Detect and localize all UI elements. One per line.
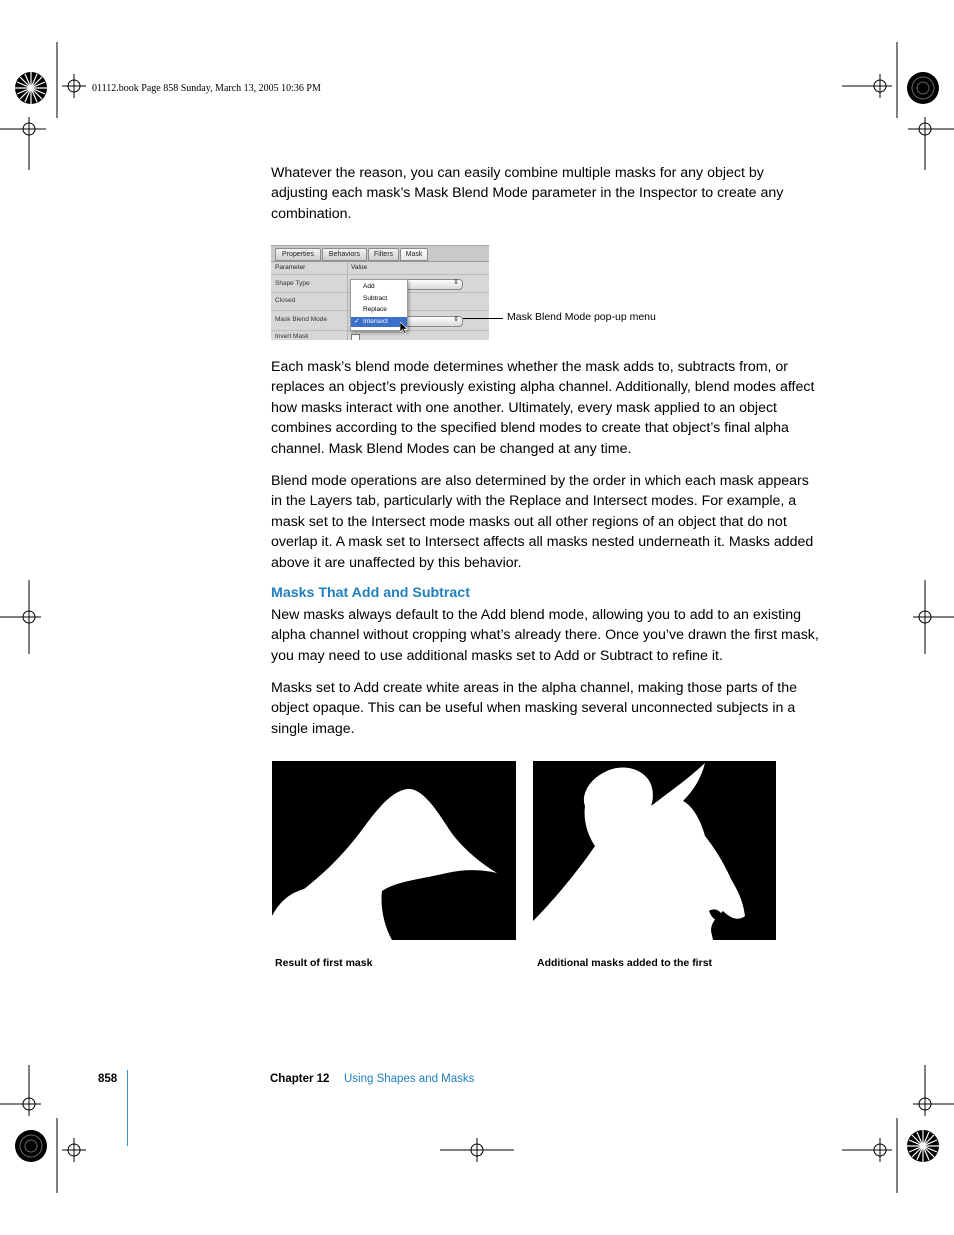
checkmark-icon: ✓ (354, 318, 360, 325)
section-heading: Masks That Add and Subtract (271, 585, 470, 601)
caption-additional-masks: Additional masks added to the first (537, 957, 713, 969)
mouse-pointer-icon (400, 322, 408, 334)
callout-leader-line (463, 318, 503, 319)
column-header-value: Value (351, 264, 368, 271)
menu-item-intersect[interactable] (351, 317, 407, 327)
menu-item-replace[interactable]: Replace (363, 306, 387, 313)
paragraph-blend-mode: Each mask’s blend mode determines whether the mask adds to, subtracts from, or replaces an object’s previously existing alpha channel. Additionally, blend modes affect how masks interact with one another. Ultimately, every mask applied to an object combines according to the specified blend modes to create that object’s final alpha channel. Mask Blend Modes can be changed at any time. (271, 359, 815, 457)
invert-mask-checkbox[interactable] (351, 334, 360, 340)
inspector-panel (271, 245, 489, 340)
caption-first-mask: Result of first mask (275, 957, 373, 969)
inspector-tabbar (271, 246, 489, 262)
row-closed: Closed (275, 297, 296, 304)
paragraph-add-default: New masks always default to the Add blend mode, allowing you to add to an existing alpha channel without cropping what’s already there. Once you’ve drawn the first mask, you may need to use additional masks set to Add or Subtract to refine it. (271, 607, 819, 664)
menu-item-intersect-label: Intersect (363, 318, 388, 325)
row-divider (271, 274, 489, 275)
footer-rule (127, 1070, 128, 1146)
shape-type-popup[interactable] (401, 279, 463, 290)
printer-header: 01112.book Page 858 Sunday, March 13, 2005 10:36 PM (92, 83, 321, 94)
menu-item-add[interactable]: Add (363, 283, 375, 290)
paragraph-order: Blend mode operations are also determined by the order in which each mask appears in the Layers tab, particularly with the Replace and Intersect modes. For example, a mask set to the Intersect mode masks out all other regions of an object that do not overlap it. A mask set to Intersect affects all masks nested underneath it. Masks added above it are unaffected by this behavior. (271, 473, 814, 571)
footer-chapter: Chapter 12 (270, 1073, 330, 1085)
column-header-parameter: Parameter (275, 264, 306, 271)
paragraph-add-white: Masks set to Add create white areas in the alpha channel, making those parts of the object opaque. This can be useful when masking several unconnected subjects in a single image. (271, 680, 798, 737)
page-number: 858 (98, 1073, 118, 1085)
row-mask-blend-mode: Mask Blend Mode (275, 316, 328, 323)
tab-filters[interactable]: Filters (368, 248, 399, 261)
menu-item-subtract[interactable]: Subtract (363, 295, 388, 302)
tab-mask[interactable]: Mask (400, 248, 428, 261)
row-shape-type: Shape Type (275, 280, 310, 287)
row-invert-mask: Invert Mask (275, 333, 309, 340)
callout-label: Mask Blend Mode pop-up menu (507, 311, 656, 323)
column-divider (347, 261, 348, 340)
tab-properties[interactable]: Properties (275, 248, 321, 261)
additional-masks-image (533, 761, 776, 940)
tab-behaviors[interactable]: Behaviors (322, 248, 367, 261)
paragraph-intro: Whatever the reason, you can easily combine multiple masks for any object by adjusting each mask’s Mask Blend Mode parameter in the Inspector to create any combination. (271, 165, 784, 222)
popup-arrows-icon: ⇕ (453, 316, 459, 323)
footer-chapter-title: Using Shapes and Masks (344, 1073, 475, 1085)
first-mask-image (272, 761, 516, 940)
popup-arrows-icon: ⇕ (453, 279, 459, 286)
mask-blend-mode-popup[interactable] (401, 316, 463, 327)
